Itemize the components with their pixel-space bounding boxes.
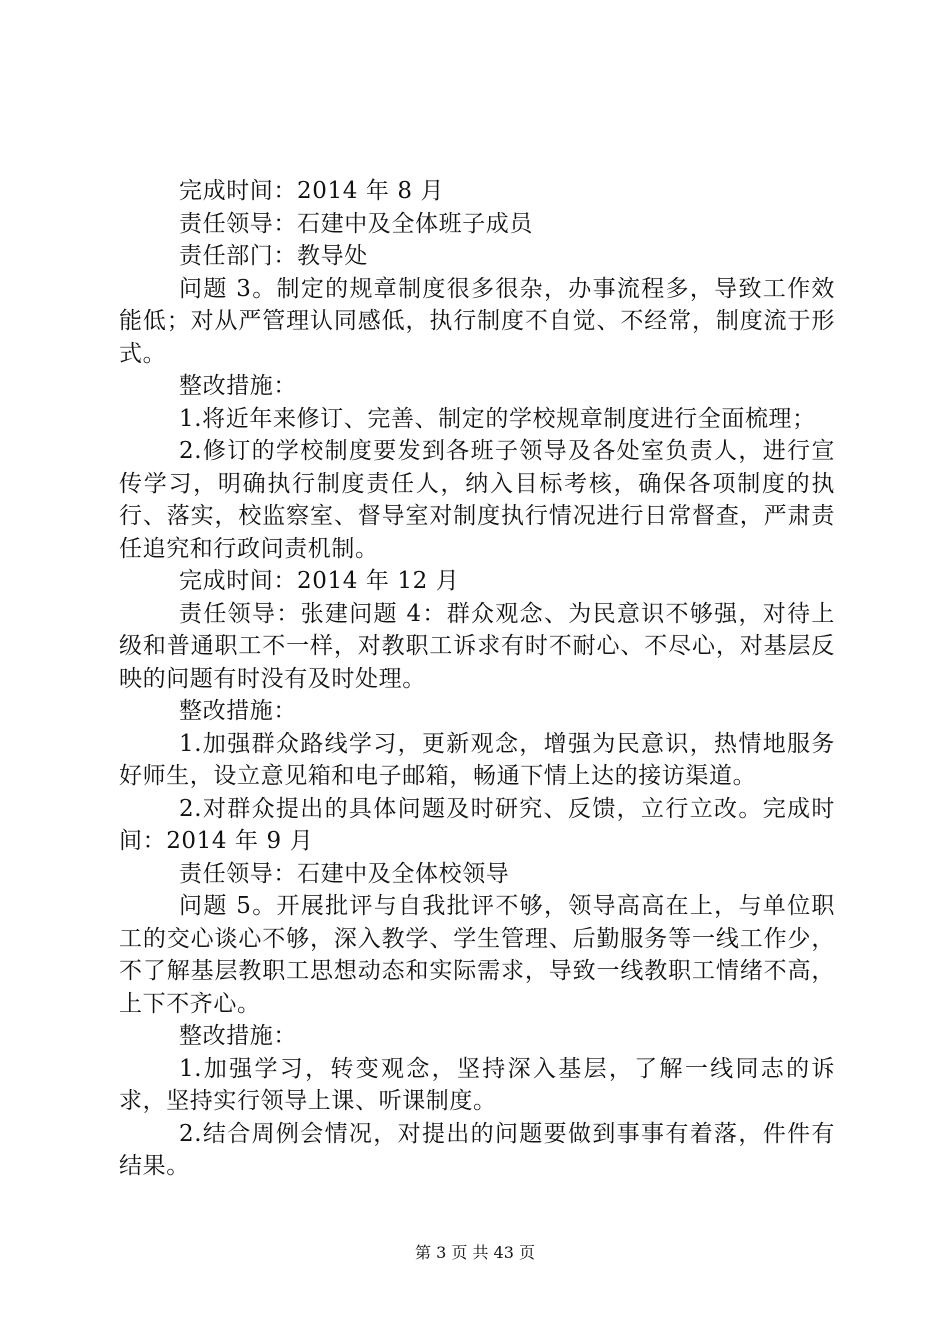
paragraph-completion-time-1: 完成时间：2014 年 8 月	[179, 178, 445, 204]
paragraph-measure-2-2: 2.对群众提出的具体问题及时研究、反馈，立行立改。完成时间：2014 年 9 月	[119, 795, 835, 854]
paragraph-measure-1-1: 1.将近年来修订、完善、制定的学校规章制度进行全面梳理；	[179, 405, 816, 432]
document-body	[119, 175, 835, 1183]
paragraph-responsible-leader-3: 责任领导：石建中及全体校领导	[179, 860, 510, 887]
paragraph-completion-time-2: 完成时间：2014 年 12 月	[179, 568, 460, 594]
page-footer: 第 3 页 共 43 页	[415, 1243, 535, 1262]
paragraph-problem-4: 责任领导：张建问题 4：群众观念、为民意识不够强，对待上级和普通职工不一样，对教职工诉求有时不耐心、不尽心，对基层反映的问题有时没有及时处理。	[119, 600, 835, 692]
paragraph-measures-heading-2: 整改措施：	[179, 698, 297, 724]
paragraph-responsible-leader-1: 责任领导：石建中及全体班子成员	[179, 210, 533, 237]
paragraph-measure-1-2: 2.修订的学校制度要发到各班子领导及各处室负责人，进行宣传学习，明确执行制度责任人，纳入目标考核，确保各项制度的执行、落实，校监察室、督导室对制度执行情况进行日常督查，严肃责任追究和行政问责机制。	[119, 438, 835, 562]
paragraph-measure-2-1: 1.加强群众路线学习，更新观念，增强为民意识，热情地服务好师生，设立意见箱和电子邮箱，畅通下情上达的接访渠道。	[119, 730, 835, 789]
paragraph-measures-heading-1: 整改措施：	[179, 373, 297, 399]
paragraph-responsible-dept-1: 责任部门：教导处	[179, 243, 368, 269]
paragraph-problem-3: 问题 3。制定的规章制度很多很杂，办事流程多，导致工作效能低；对从严管理认同感低，执行制度不自觉、不经常，制度流于形式。	[119, 275, 835, 367]
paragraph-measure-3-2: 2.结合周例会情况，对提出的问题要做到事事有着落，件件有结果。	[119, 1120, 835, 1179]
paragraph-measures-heading-3: 整改措施：	[179, 1023, 297, 1049]
paragraph-measure-3-1: 1.加强学习，转变观念，坚持深入基层，了解一线同志的诉求，坚持实行领导上课、听课制度。	[119, 1055, 835, 1114]
paragraph-problem-5: 问题 5。开展批评与自我批评不够，领导高高在上，与单位职工的交心谈心不够，深入教学、学生管理、后勤服务等一线工作少，不了解基层教职工思想动态和实际需求，导致一线教职工情绪不高，上下不齐心。	[119, 893, 835, 1017]
